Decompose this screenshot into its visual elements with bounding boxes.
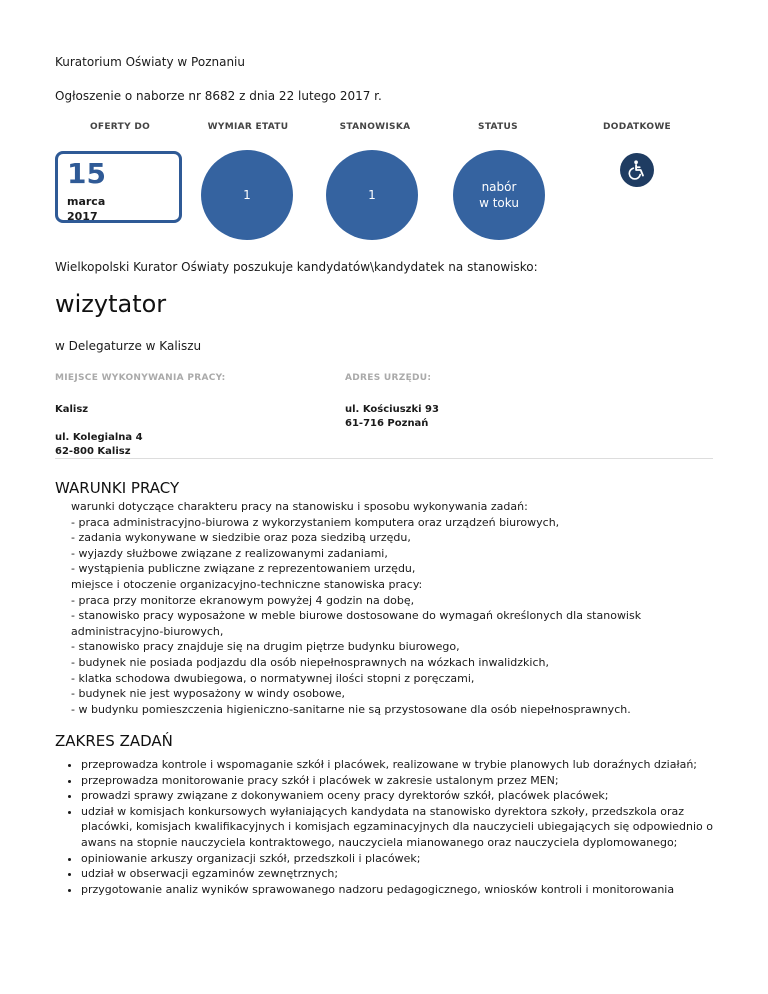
conditions-line: - praca przy monitorze ekranowym powyżej 4 godzin na dobę,	[71, 593, 415, 607]
job-department: w Delegaturze w Kaliszu	[55, 339, 202, 353]
conditions-line: - w budynku pomieszczenia higieniczno-sanitarne nie są przystosowane dla osób niepełnosprawnych.	[71, 702, 631, 716]
positions-badge	[326, 150, 418, 240]
header-status: STATUS	[478, 122, 518, 132]
header-extra: DODATKOWE	[603, 122, 671, 132]
conditions-line: administracyjno-biurowych,	[71, 624, 224, 638]
conditions-heading: WARUNKI PRACY	[55, 479, 180, 497]
organization-name: Kuratorium Oświaty w Poznaniu	[55, 55, 245, 69]
office-address	[345, 403, 439, 431]
workplace-street: ul. Kolegialna 4	[55, 432, 143, 443]
wheelchair-icon	[620, 153, 654, 187]
conditions-text	[71, 499, 711, 717]
office-street: ul. Kościuszki 93	[345, 404, 439, 415]
status-value	[479, 179, 519, 211]
deadline-day: 15	[67, 157, 106, 190]
job-title: wizytator	[55, 290, 167, 318]
header-positions: STANOWISKA	[339, 122, 411, 132]
workplace-city: Kalisz	[55, 404, 89, 415]
status-line-1: nabór	[481, 180, 517, 194]
section-divider	[55, 458, 713, 459]
office-postal: 61-716 Poznań	[345, 418, 429, 429]
header-workload: WYMIAR ETATU	[207, 122, 289, 132]
deadline-month: marca	[67, 195, 106, 208]
workload-value: 1	[243, 188, 251, 202]
list-item: • opiniowanie arkuszy organizacji szkół, przedszkoli i placówek;	[81, 851, 715, 867]
workplace-label: MIEJSCE WYKONYWANIA PRACY:	[55, 373, 226, 383]
conditions-line: - klatka schodowa dwubiegowa, o normatywnej ilości stopni z poręczami,	[71, 671, 475, 685]
tasks-list	[55, 757, 715, 897]
conditions-line: - stanowisko pracy znajduje się na drugim piętrze budynku biurowego,	[71, 640, 460, 654]
list-item: • udział w komisjach konkursowych wyłaniających kandydata na stanowisko dyrektora szkoły, przedszkola oraz placówki, komisjach kwalifikacyjnych i komisjach egzaminacyjnych dla nauczycieli ubiegających się odpowiednio o awans na stopnie nauczyciela kontraktowego, nauczyciela mianowanego oraz nauczyciela dyplomowanego;	[81, 804, 715, 851]
workplace-postal: 62-800 Kalisz	[55, 446, 131, 457]
list-item: • przeprowadza monitorowanie pracy szkół i placówek w zakresie ustalonym przez MEN;	[81, 773, 715, 789]
job-lead: Wielkopolski Kurator Oświaty poszukuje kandydatów\kandydatek na stanowisko:	[55, 260, 538, 274]
list-item: • przygotowanie analiz wyników sprawowanego nadzoru pedagogicznego, wniosków kontroli i monitorowania	[81, 882, 715, 898]
conditions-line: - praca administracyjno-biurowa z wykorzystaniem komputera oraz urządzeń biurowych,	[71, 515, 560, 529]
deadline-year: 2017	[67, 210, 98, 223]
deadline-date	[55, 151, 182, 223]
positions-value: 1	[368, 188, 376, 202]
announcement-title: Ogłoszenie o naborze nr 8682 z dnia 22 lutego 2017 r.	[55, 89, 382, 103]
list-item: • przeprowadza kontrole i wspomaganie szkół i placówek, realizowane w trybie planowych lub doraźnych działań;	[81, 757, 715, 773]
conditions-line: - wystąpienia publiczne związane z reprezentowaniem urzędu,	[71, 562, 416, 576]
status-badge	[453, 150, 545, 240]
conditions-line: - budynek nie jest wyposażony w windy osobowe,	[71, 687, 346, 701]
workplace-address	[55, 431, 143, 459]
list-item: • udział w obserwacji egzaminów zewnętrznych;	[81, 866, 715, 882]
office-label: ADRES URZĘDU:	[345, 373, 432, 383]
conditions-line: warunki dotyczące charakteru pracy na stanowisku i sposobu wykonywania zadań:	[71, 500, 528, 513]
tasks-heading: ZAKRES ZADAŃ	[55, 732, 173, 750]
conditions-line: - stanowisko pracy wyposażone w meble biurowe dostosowane do wymagań określonych dla stanowisk	[71, 609, 642, 623]
list-item: • prowadzi sprawy związane z dokonywaniem oceny pracy dyrektorów szkół, placówek placówek;	[81, 788, 715, 804]
conditions-line: miejsce i otoczenie organizacyjno-techniczne stanowiska pracy:	[71, 577, 423, 591]
conditions-line: - budynek nie posiada podjazdu dla osób niepełnosprawnych na wózkach inwalidzkich,	[71, 655, 549, 669]
header-deadline: OFERTY DO	[89, 122, 151, 132]
workload-badge	[201, 150, 293, 240]
conditions-line: - zadania wykonywane w siedzibie oraz poza siedzibą urzędu,	[71, 531, 411, 545]
status-line-2: w toku	[479, 196, 519, 210]
conditions-line: - wyjazdy służbowe związane z realizowanymi zadaniami,	[71, 546, 388, 560]
